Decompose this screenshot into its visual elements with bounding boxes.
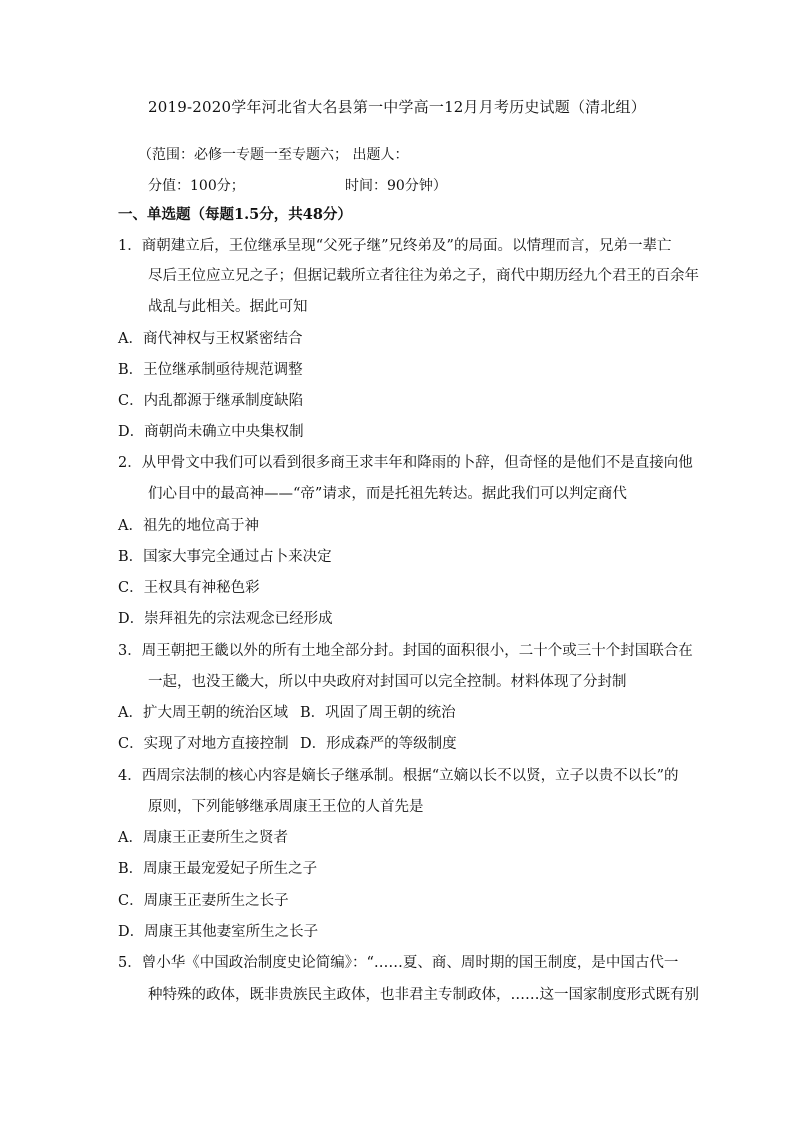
option-d: D．形成森严的等级制度 <box>300 736 457 752</box>
page-title: 2019-2020学年河北省大名县第一中学高一12月月考历史试题（清北组） <box>148 98 646 116</box>
option-c: C．内乱都源于继承制度缺陷 <box>118 393 304 409</box>
question-line: 5．曾小华《中国政治制度史论简编》：“……夏、商、周时期的国王制度，是中国古代一 <box>118 955 679 971</box>
option-a: A．周康王正妻所生之贤者 <box>118 830 288 846</box>
exam-score: 分值：100分； <box>148 178 245 194</box>
option-d: D．周康王其他妻室所生之长子 <box>118 924 319 940</box>
option-a: A．商代神权与王权紧密结合 <box>118 331 303 347</box>
question-line: 们心目中的最高神——“帝”请求，而是托祖先转达。据此我们可以判定商代 <box>148 486 627 502</box>
question-line: 战乱与此相关。据此可知 <box>148 299 308 315</box>
section-heading: 一、单选题（每题1.5分，共48分） <box>118 206 352 223</box>
option-c: C．实现了对地方直接控制 <box>118 736 289 752</box>
option-c: C．周康王正妻所生之长子 <box>118 893 289 909</box>
question-line: 3．周王朝把王畿以外的所有土地全部分封。封国的面积很小，二十个或三十个封国联合在 <box>118 643 693 659</box>
question-line: 尽后王位应立兄之子；但据记载所立者往往为弟之子，商代中期历经九个君王的百余年 <box>148 268 699 284</box>
question-line: 1．商朝建立后，王位继承呈现“父死子继”兄终弟及”的局面。以情理而言，兄弟一辈亡 <box>118 238 672 254</box>
option-a: A．祖先的地位高于神 <box>118 518 259 534</box>
option-b: B．周康王最宠爱妃子所生之子 <box>118 861 318 877</box>
option-b: B．王位继承制亟待规范调整 <box>118 362 303 378</box>
option-b: B．国家大事完全通过占卜来决定 <box>118 549 332 565</box>
option-d: D．崇拜祖先的宗法观念已经形成 <box>118 611 333 627</box>
question-line: 一起，也没王畿大，所以中央政府对封国可以完全控制。材料体现了分封制 <box>148 674 627 690</box>
option-b: B．巩固了周王朝的统治 <box>300 705 456 721</box>
question-line: 2．从甲骨文中我们可以看到很多商王求丰年和降雨的卜辞，但奇怪的是他们不是直接向他 <box>118 455 693 471</box>
exam-time: 时间：90分钟） <box>345 178 447 194</box>
option-c: C．王权具有神秘色彩 <box>118 580 260 596</box>
option-d: D．商朝尚未确立中央集权制 <box>118 424 304 440</box>
question-line: 种特殊的政体，既非贵族民主政体，也非君主专制政体，……这一国家制度形式既有别 <box>148 987 699 1003</box>
exam-scope: （范围：必修一专题一至专题六； 出题人： <box>138 147 409 163</box>
question-line: 4．西周宗法制的核心内容是嫡长子继承制。根据“立嫡以长不以贤，立子以贵不以长”的 <box>118 768 679 784</box>
question-line: 原则，下列能够继承周康王王位的人首先是 <box>148 799 424 815</box>
option-a: A．扩大周王朝的统治区域 <box>118 705 288 721</box>
